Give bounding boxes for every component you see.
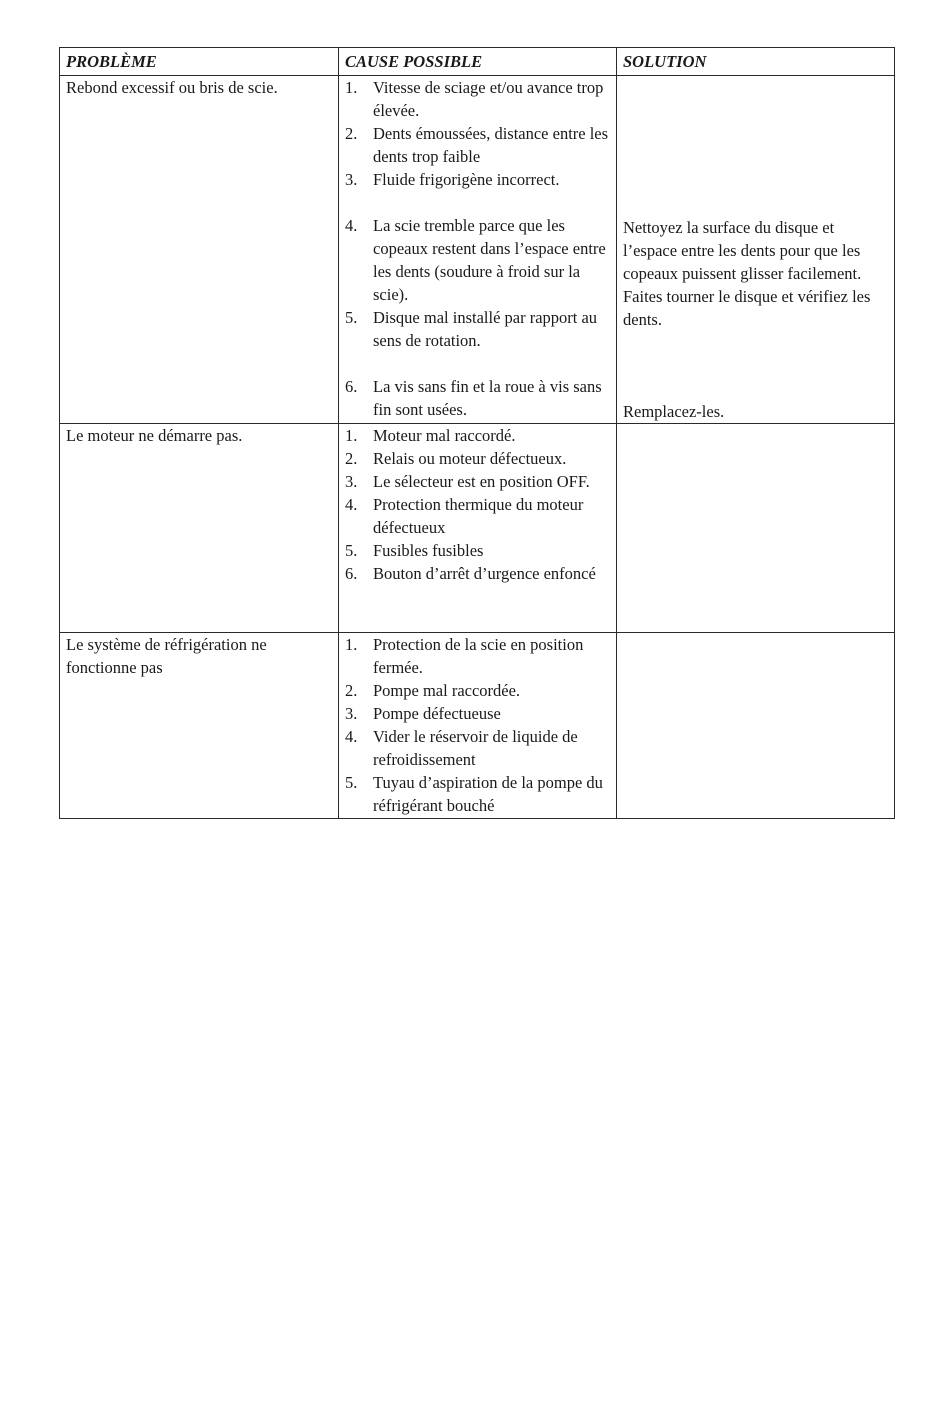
cause-text: Relais ou moteur défectueux.: [373, 449, 567, 468]
cause-number: 6.: [345, 564, 358, 583]
cause-item: [345, 539, 610, 562]
troubleshooting-table: [59, 47, 895, 819]
problem-cell: Rebond excessif ou bris de scie.: [60, 76, 339, 424]
cause-text: Tuyau d’aspiration de la pompe du réfrigérant bouché: [373, 773, 603, 815]
cause-item: [345, 702, 610, 725]
cause-item: [345, 447, 610, 470]
cause-text: Vitesse de sciage et/ou avance trop élevée.: [373, 78, 604, 120]
cause-list: [345, 76, 610, 421]
cause-number: 4.: [345, 727, 358, 746]
cause-text: Pompe défectueuse: [373, 704, 501, 723]
cause-item: [345, 493, 610, 539]
cause-number: 2.: [345, 124, 358, 143]
cause-item: [345, 633, 610, 679]
cause-text: Disque mal installé par rapport au sens de rotation.: [373, 308, 598, 350]
header-cause: CAUSE POSSIBLE: [339, 48, 617, 76]
solution-cell: [617, 633, 895, 819]
header-row: [60, 48, 895, 76]
cause-number: 1.: [345, 78, 358, 97]
cause-text: Fluide frigorigène incorrect.: [373, 170, 560, 189]
problem-cell: Le système de réfrigération ne fonctionne pas: [60, 633, 339, 819]
cause-list: [345, 424, 610, 585]
cause-number: 3.: [345, 704, 358, 723]
solution-cell: [617, 76, 895, 424]
cause-number: 1.: [345, 635, 358, 654]
cause-number: 3.: [345, 472, 358, 491]
cause-text: Protection de la scie en position fermée.: [373, 635, 584, 677]
cause-item: [345, 76, 610, 122]
cause-number: 5.: [345, 541, 358, 560]
cause-item: [345, 470, 610, 493]
cause-item: [345, 122, 610, 168]
cause-item: [345, 168, 610, 191]
table-row: [60, 633, 895, 819]
cause-number: 5.: [345, 308, 358, 327]
table-row: [60, 76, 895, 424]
cause-cell: [339, 633, 617, 819]
cause-text: Dents émoussées, distance entre les dents trop faible: [373, 124, 609, 166]
header-problem: PROBLÈME: [60, 48, 339, 76]
cause-text: Le sélecteur est en position OFF.: [373, 472, 590, 491]
solution-cell: [617, 424, 895, 633]
cause-text: La scie tremble parce que les copeaux restent dans l’espace entre les dents (soudure à froid sur la scie).: [373, 216, 606, 304]
cause-text: Protection thermique du moteur défectueux: [373, 495, 584, 537]
cause-number: 4.: [345, 495, 358, 514]
table-row: [60, 424, 895, 633]
cause-cell: [339, 76, 617, 424]
header-solution: SOLUTION: [617, 48, 895, 76]
cause-text: Bouton d’arrêt d’urgence enfoncé: [373, 564, 596, 583]
cause-number: 5.: [345, 773, 358, 792]
cause-cell: [339, 424, 617, 633]
solution-text: Remplacez-les.: [623, 402, 725, 421]
cause-text: Fusibles fusibles: [373, 541, 484, 560]
cause-list: [345, 633, 610, 817]
cause-number: 2.: [345, 681, 358, 700]
cause-number: 4.: [345, 216, 358, 235]
cause-text: Vider le réservoir de liquide de refroidissement: [373, 727, 578, 769]
cause-item: [345, 725, 610, 771]
cause-number: 3.: [345, 170, 358, 189]
cause-item: [345, 771, 610, 817]
cause-item: [345, 679, 610, 702]
cause-number: 1.: [345, 426, 358, 445]
cause-number: 2.: [345, 449, 358, 468]
cause-number: 6.: [345, 377, 358, 396]
cause-item: [345, 306, 610, 352]
cause-item: [345, 424, 610, 447]
problem-cell: Le moteur ne démarre pas.: [60, 424, 339, 633]
cause-item: [345, 375, 610, 421]
cause-item: [345, 214, 610, 306]
solution-text: Nettoyez la surface du disque et l’espace entre les dents pour que les copeaux puissent glisser facilement. Faites tourner le disque et vérifiez les dents.: [623, 218, 871, 329]
cause-text: Moteur mal raccordé.: [373, 426, 516, 445]
cause-text: La vis sans fin et la roue à vis sans fin sont usées.: [373, 377, 602, 419]
cause-text: Pompe mal raccordée.: [373, 681, 521, 700]
cause-item: [345, 562, 610, 585]
